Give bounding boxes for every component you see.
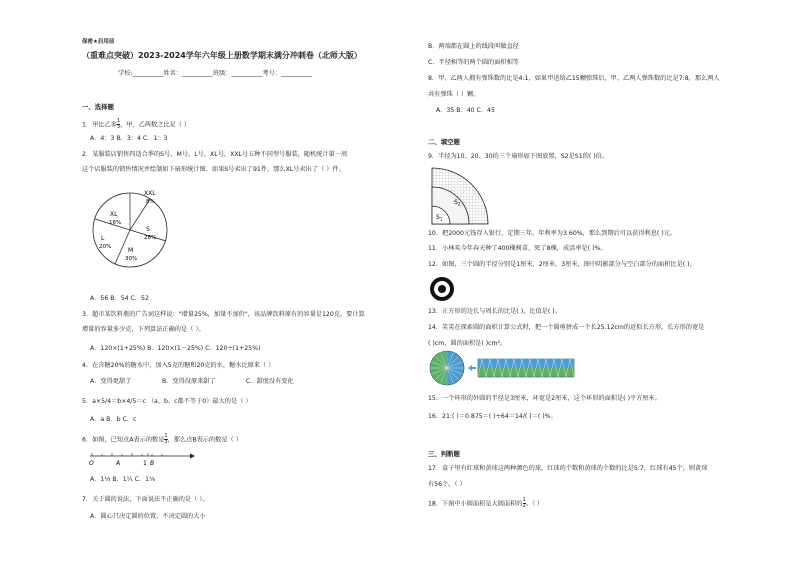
q2-line-1: 2．某服装店销售四适合季的S号，M号，L号，XL号，XXL号五种不同型号服装，随机统计第一周 <box>82 151 348 158</box>
q5-options: A．a B．b C．c <box>90 416 137 423</box>
q10-stem: 10．把2000元钱存入银行，定期三年，年利率为3.60%，那么到期后可以获得利息( )元。 <box>428 230 677 237</box>
q2-options: A．56 B．54 C．52 <box>90 295 149 302</box>
question-18 <box>428 498 543 509</box>
q1-options: A．4：3 B．3：4 C．1：3 <box>90 135 168 142</box>
question-1 <box>82 119 190 130</box>
number-line-figure <box>86 450 196 470</box>
q14-line-1: 14．笑笑在探索圆的面积计算公式时，把一个圆剪拼成一个长25.12cm的近似长方形，长方形的宽是 <box>428 324 705 331</box>
q17-line-2: 有56个。（ ） <box>428 481 466 488</box>
rearranged-rectangle <box>478 359 574 377</box>
q17-line-1: 17．盒子里有红球和黄球这两种颜色的球，红球的个数和黄球的个数的比是5:7，红球有45个，则黄球 <box>428 465 708 472</box>
q1-stem: 1．甲比乙多 <box>82 121 117 129</box>
section-choice-heading: 一、选择题 <box>82 103 114 111</box>
secret-mark: 保密★启用前 <box>82 39 115 45</box>
q18-stem: 18．下图中小圆面积是大圆面积的 <box>428 500 523 508</box>
q18-fraction: $\frac{1}{2}$ <box>522 497 526 509</box>
pie-label: M <box>128 247 134 254</box>
student-info-line: 学校:__________姓名：__________班级：__________考号：__________ <box>118 70 312 77</box>
q3-line-1: 3．超市某饮料瓶的广告词这样说："增量25%，加量不加价"，该品牌饮料原有的容量是120克，要计算 <box>82 311 365 318</box>
q4-stem: 4．在含糖20%的糖水中，加入5克的糖和20克的水，糖水比原来（ ） <box>82 362 275 369</box>
number-line-label: B <box>150 460 155 467</box>
q13-stem: 13．正方形的边长与周长的比是( )，比值是( )。 <box>428 308 561 315</box>
pie-label: 8% <box>146 199 155 205</box>
q4-option-a: A．变得更甜了 <box>90 378 132 385</box>
number-line-label: A <box>116 460 121 467</box>
q8-options: A．35 B．40 C．45 <box>436 107 495 114</box>
inner-circle <box>438 285 446 293</box>
section-fill-heading: 二、填空题 <box>428 138 460 146</box>
pie-label: 20% <box>99 244 112 250</box>
pie-label: 26% <box>144 235 157 241</box>
q4-option-b: B．变得没原来甜了 <box>162 378 216 385</box>
q11-stem: 11．小林买今年春天种了400棵树苗，死了8棵，成活率是( )%。 <box>428 245 607 252</box>
sector-figure <box>430 166 492 228</box>
sector-label: $S_1$ <box>436 214 443 222</box>
number-line-label: O <box>89 460 94 467</box>
arrow-right-icon <box>468 365 476 371</box>
section-judge-heading: 三、判断题 <box>428 450 460 458</box>
q8-line-1: 8．甲、乙两人拥有弹珠数的比是4:1，如果甲送给乙15颗弹珠后，甲、乙两人弹珠数的比是7:8，那么两人 <box>428 75 720 82</box>
pie-chart-figure <box>82 180 182 280</box>
q3-line-2: 增量的容量多少克，下列算法正确的是（ ）。 <box>82 326 205 333</box>
q7-stem: 7．关于圆的说法，下面说法不正确的是（ ）。 <box>82 496 209 503</box>
q7-option-c: C．半径相等的两个圆的面积相等 <box>428 59 519 66</box>
concentric-circles-figure <box>428 275 456 303</box>
pie-label: 30% <box>125 256 138 262</box>
q6-options: A．1⅓ B．1¼ C．1⅙ <box>90 476 156 483</box>
q3-options: A．120×(1+25%) B．120×(1－25%) C．120÷(1+25%) <box>90 345 261 352</box>
q4-option-c: C．甜度没有变化 <box>246 378 294 385</box>
number-line-label: 1 <box>143 460 147 467</box>
q16-stem: 16．21:( )＝0.875＝( )÷64＝14/( )＝( )%。 <box>428 413 557 420</box>
exam-title: （重难点突破）2023-2024学年六年级上册数学期末满分冲刺卷（北师大版） <box>82 51 362 60</box>
q18-tail: 。（ ） <box>525 500 544 508</box>
pie-label: 16% <box>109 220 122 226</box>
q6-stem: 6．如图，已知点A表示的数是 <box>82 436 165 444</box>
q14-line-2: ( )cm，圆的面积是( )cm²。 <box>428 340 507 347</box>
q5-stem: 5．a×5/4＝b×4/5＝c （a、b、c都不等于0）最大的是（ ） <box>82 398 252 405</box>
pie-label: S <box>146 226 150 233</box>
q7-option-b: B．两端都在圆上的线段叫做直径 <box>428 43 519 50</box>
q1-fraction: $\frac{1}{3}$ <box>116 118 121 130</box>
q2-line-2: 这个店服装的销售情况并绘制如下扇形统计图，如果S号卖出了91件，那么XL号卖出了（ ）件。 <box>82 166 345 173</box>
q7-option-a: A．圆心只决定圆的位置，不决定圆的大小 <box>90 513 206 520</box>
q8-line-2: 共有弹珠（ ）颗。 <box>428 91 480 98</box>
divided-circle <box>430 351 464 385</box>
q6-tail: ，那么点B表示的数是（ ） <box>167 436 242 444</box>
pie-label: XL <box>110 211 118 218</box>
question-6 <box>82 434 242 445</box>
q6-fraction: $\frac{1}{3}$ <box>164 433 168 445</box>
pie-label: XXL <box>144 190 156 197</box>
q9-stem: 9．半径为10、20、30的三个扇形如下图放置，S2是S1的( )倍。 <box>428 153 609 160</box>
pie-label: L <box>101 235 105 242</box>
circle-to-rectangle-figure <box>428 349 578 389</box>
q12-stem: 12．如图，三个圆的半径分别是1厘米，2厘米，3厘米，图中阴影部分与空白部分的面积比是( )。 <box>428 261 696 268</box>
arrow-right-icon <box>190 454 195 459</box>
q1-tail: ，甲、乙两数之比是（ ） <box>120 121 191 129</box>
q15-stem: 15．一个环形的外圆的半径是3厘米，环宽是2厘米，这个环形的面积是( )平方厘米。 <box>428 395 661 402</box>
sector-label: $S_2$ <box>454 199 461 207</box>
